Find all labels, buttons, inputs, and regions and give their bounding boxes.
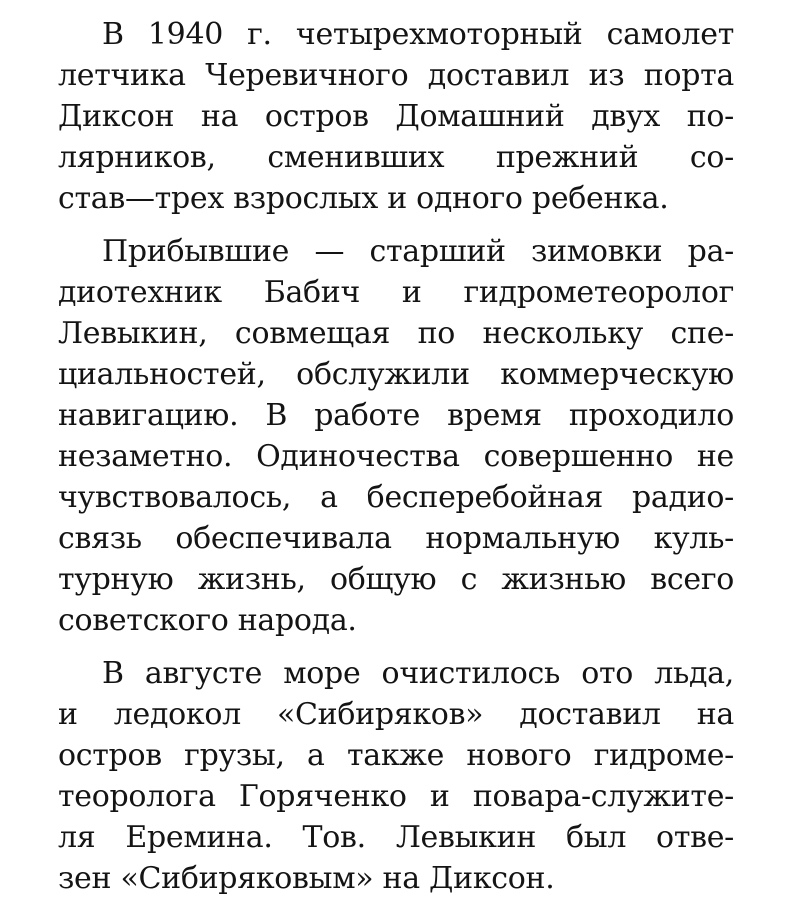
text-line: остров грузы, а также нового гидроме- xyxy=(58,738,734,773)
text-line: летчика Черевичного доставил из порта xyxy=(58,58,734,93)
text-line: ля Еремина. Тов. Левыкин был отве- xyxy=(58,820,734,855)
text-line: Прибывшие — старший зимовки ра- xyxy=(102,234,734,269)
text-line: зен «Сибиряковым» на Диксон. xyxy=(58,861,555,896)
text-line: и ледокол «Сибиряков» доставил на xyxy=(58,697,734,732)
text-line: незаметно. Одиночества совершенно не xyxy=(58,439,734,474)
text-line: циальностей, обслужили коммерческую xyxy=(58,357,734,392)
text-line: В августе море очистилось ото льда, xyxy=(102,656,734,691)
paragraph-3 xyxy=(58,653,734,899)
paragraph-1 xyxy=(58,14,734,219)
text-line: теоролога Горяченко и повара-служите- xyxy=(58,779,734,814)
text-line: советского народа. xyxy=(58,603,357,638)
text-line: лярников, сменивших прежний со- xyxy=(58,140,734,175)
text-line: чувствовалось, а бесперебойная радио- xyxy=(58,480,734,515)
text-line: турную жизнь, общую с жизнью всего xyxy=(58,562,734,597)
text-line: диотехник Бабич и гидрометеоролог xyxy=(58,275,734,310)
text-line: В 1940 г. четырехмоторный самолет xyxy=(102,17,734,52)
text-line: связь обеспечивала нормальную куль- xyxy=(58,521,734,556)
text-line: навигацию. В работе время проходило xyxy=(58,398,734,433)
text-line: Диксон на остров Домашний двух по- xyxy=(58,99,734,134)
article-text xyxy=(58,14,734,894)
text-line: Левыкин, совмещая по нескольку спе- xyxy=(58,316,734,351)
paragraph-2 xyxy=(58,231,734,641)
text-line: став—трех взрослых и одного ребенка. xyxy=(58,181,669,216)
